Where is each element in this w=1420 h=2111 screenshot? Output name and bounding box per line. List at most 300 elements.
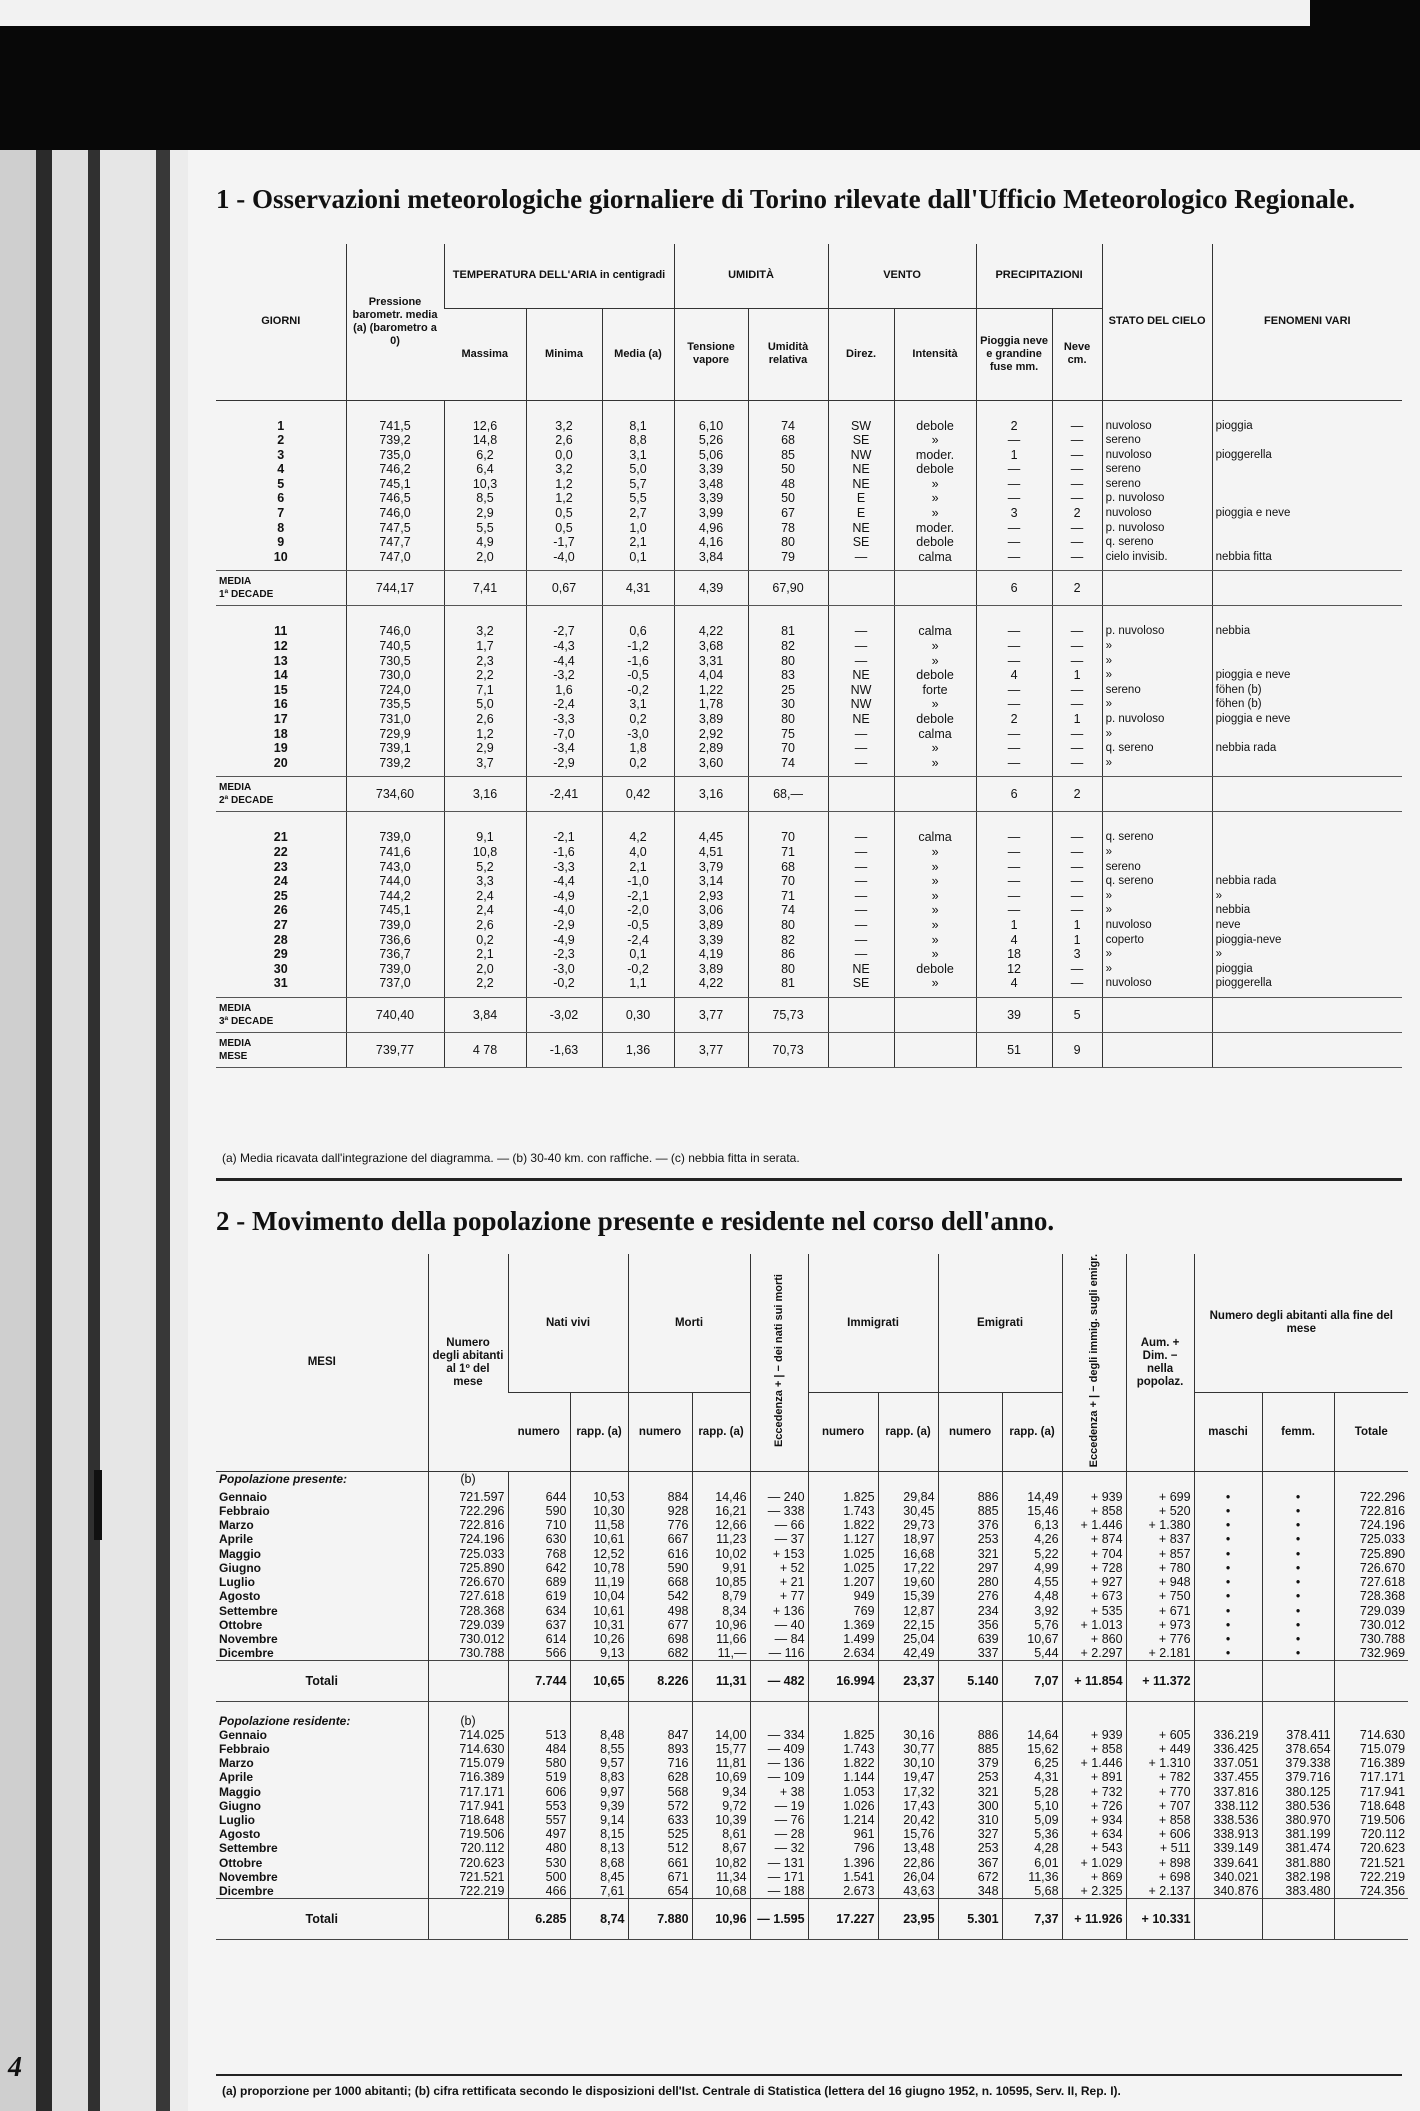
cell: 0,5 <box>555 506 573 521</box>
cell: » <box>931 639 939 654</box>
avg-min: -3,02 <box>526 997 602 1032</box>
avg-pressione: 734,60 <box>346 777 444 812</box>
cell: 1.053 <box>843 1784 875 1799</box>
cell: 79 <box>781 549 795 564</box>
header-morti-numero: numero <box>628 1393 692 1472</box>
cell: 10,53 <box>593 1489 625 1504</box>
cell: 367 <box>977 1855 999 1870</box>
cell: 1.025 <box>843 1560 875 1575</box>
cell: 14,8 <box>472 433 498 448</box>
cell: 8,8 <box>629 433 647 448</box>
cell: 716.389 <box>1359 1756 1406 1771</box>
cell: 71 <box>781 844 795 859</box>
cell: — <box>854 741 868 756</box>
cell: + 934 <box>1090 1813 1123 1828</box>
cell: 716 <box>667 1756 689 1771</box>
weather-table <box>216 244 1402 1068</box>
cell: 0,5 <box>555 520 573 535</box>
avg-max: 4 78 <box>444 1032 526 1067</box>
cell: + 520 <box>1158 1504 1191 1519</box>
header-umidita-relativa: Umidità relativa <box>748 308 828 400</box>
cell: 893 <box>667 1742 689 1757</box>
cell: 3,06 <box>698 903 724 918</box>
cell: — <box>854 830 868 845</box>
cell: 9,39 <box>600 1798 625 1813</box>
header-mesi: MESI <box>216 1254 428 1472</box>
cell: debole <box>916 712 954 726</box>
cell: 9,91 <box>722 1560 747 1575</box>
cell: 18,97 <box>903 1532 935 1547</box>
cell: 739,1 <box>379 741 411 756</box>
header-massima: Massima <box>444 308 526 400</box>
cell: 7,61 <box>600 1884 625 1899</box>
cell: — <box>1007 888 1021 903</box>
cell: 380.125 <box>1285 1784 1331 1799</box>
binding-mark <box>94 1470 102 1540</box>
cell: 716.389 <box>459 1770 505 1785</box>
cell: 82 <box>781 932 795 947</box>
cell: 747,5 <box>379 520 411 535</box>
cell: 480 <box>545 1841 567 1856</box>
avg-pioggia: 6 <box>976 777 1052 812</box>
cell: — <box>1007 844 1021 859</box>
header-immigrati-rapp: rapp. (a) <box>878 1393 938 1472</box>
cell: 6 <box>277 491 285 506</box>
cell: 847 <box>667 1727 689 1742</box>
cell: SW <box>850 418 872 433</box>
cell: 14,64 <box>1027 1727 1059 1742</box>
cell: 24 <box>273 874 288 889</box>
cell: 3,2 <box>555 462 573 477</box>
cell: 614 <box>545 1631 567 1646</box>
cell: 735,5 <box>379 697 411 712</box>
cell: nebbia rada <box>1215 742 1277 755</box>
cell: » <box>931 947 939 962</box>
residente-totali <box>216 1899 1408 1940</box>
cell: 8,15 <box>600 1827 625 1842</box>
cell: 337.455 <box>1213 1770 1259 1785</box>
cell: 85 <box>781 447 795 462</box>
cell: + 858 <box>1090 1742 1123 1757</box>
cell: 654 <box>667 1884 689 1899</box>
cell: 644 <box>545 1489 567 1504</box>
cell: 732.969 <box>1359 1646 1406 1661</box>
cell: -4,4 <box>553 653 575 668</box>
cell: » <box>931 476 939 491</box>
cell: 725.890 <box>1359 1546 1406 1561</box>
cell: -4,9 <box>553 888 575 903</box>
cell: • <box>1295 1646 1301 1661</box>
cell: 4,22 <box>698 624 724 639</box>
cell: 730,0 <box>379 668 411 683</box>
cell: + 38 <box>779 1784 805 1799</box>
cell: — <box>1070 418 1084 433</box>
header-aumento: Aum. + Dim. − nella popolaz. <box>1126 1254 1194 1472</box>
cell: — 37 <box>774 1532 805 1547</box>
cell: 3,2 <box>555 418 573 433</box>
cell: — <box>1007 624 1021 639</box>
cell: + 671 <box>1158 1603 1191 1618</box>
cell: • <box>1295 1504 1301 1519</box>
cell: Luglio <box>219 1575 255 1590</box>
cell: — 188 <box>767 1884 805 1899</box>
cell: • <box>1295 1617 1301 1632</box>
cell: sereno <box>1105 434 1141 447</box>
cell: NW <box>850 447 872 462</box>
cell: — <box>1007 433 1021 448</box>
cell: 1 <box>1073 932 1081 947</box>
header-precipitazioni: PRECIPITAZIONI <box>976 244 1102 308</box>
cell: • <box>1295 1589 1301 1604</box>
cell: 739,0 <box>379 830 411 845</box>
cell: 339.641 <box>1213 1855 1259 1870</box>
cell: 15,76 <box>903 1827 935 1842</box>
cell: p. nuvoloso <box>1105 713 1165 725</box>
cell: -2,4 <box>553 697 575 712</box>
cell: 3 <box>1010 506 1018 521</box>
cell: 744,0 <box>379 874 411 889</box>
cell: 8,83 <box>600 1770 625 1785</box>
cell: • <box>1225 1631 1231 1646</box>
cell: 22,86 <box>903 1855 935 1870</box>
cell: 9,34 <box>722 1784 747 1799</box>
cell: — <box>854 653 868 668</box>
cell: 718.648 <box>1359 1798 1406 1813</box>
cell: — <box>1070 976 1084 991</box>
cell: 3,48 <box>698 476 724 491</box>
cell: • <box>1225 1560 1231 1575</box>
cell: -7,0 <box>553 726 575 741</box>
cell: Marzo <box>219 1756 254 1771</box>
cell: pioggia <box>1215 419 1253 432</box>
cell: pioggia e neve <box>1215 669 1291 682</box>
cell: — 482 <box>767 1674 805 1689</box>
cell: — <box>1007 859 1021 874</box>
cell: 4 <box>277 462 285 477</box>
cell: 497 <box>545 1827 567 1842</box>
cell: 30 <box>273 961 288 976</box>
weather-body <box>216 400 1402 1067</box>
header-femmine: femm. <box>1262 1393 1334 1472</box>
cell: 671 <box>667 1869 689 1884</box>
cell: Novembre <box>219 1631 278 1646</box>
cell: » <box>931 844 939 859</box>
cell: 5.301 <box>967 1912 999 1927</box>
cell: 9,57 <box>600 1756 625 1771</box>
cell: + 776 <box>1158 1631 1191 1646</box>
cell: 2,93 <box>698 888 724 903</box>
cell: nuvoloso <box>1105 507 1152 520</box>
cell: -0,2 <box>627 961 649 976</box>
cell: 739,2 <box>379 433 411 448</box>
cell: + 869 <box>1090 1869 1123 1884</box>
cell: + 605 <box>1158 1727 1191 1742</box>
cell: nebbia <box>1215 904 1251 917</box>
cell: • <box>1295 1575 1301 1590</box>
cell: — <box>1070 447 1084 462</box>
cell: 689 <box>545 1575 567 1590</box>
header-pioggia: Pioggia neve e grandine fuse mm. <box>976 308 1052 400</box>
cell: 1,2 <box>555 491 573 506</box>
cell: 7,07 <box>1034 1674 1059 1689</box>
cell: 11,31 <box>715 1674 747 1689</box>
cell: 720.112 <box>1360 1827 1406 1842</box>
cell: 276 <box>977 1589 999 1604</box>
cell: + 698 <box>1158 1869 1191 1884</box>
cell: 566 <box>545 1646 567 1661</box>
avg-media: 1,36 <box>602 1032 674 1067</box>
cell: 722.219 <box>1359 1869 1406 1884</box>
cell: q. sereno <box>1105 536 1154 549</box>
cell: nebbia rada <box>1215 875 1277 888</box>
header-giorni: GIORNI <box>216 244 346 400</box>
cell: -0,5 <box>627 668 649 683</box>
cell: 590 <box>545 1504 567 1519</box>
cell: 340.021 <box>1213 1869 1259 1884</box>
cell: -1,6 <box>627 653 649 668</box>
cell: 590 <box>667 1560 689 1575</box>
cell: • <box>1295 1489 1301 1504</box>
cell: + 511 <box>1159 1841 1191 1856</box>
cell: calma <box>918 726 952 741</box>
cell: 4,26 <box>1034 1532 1059 1547</box>
cell: 12,66 <box>715 1518 747 1533</box>
cell: 321 <box>977 1546 999 1561</box>
cell: 18 <box>273 726 288 741</box>
cell: 30,45 <box>903 1504 935 1519</box>
cell: 21 <box>273 830 288 845</box>
cell: » <box>931 859 939 874</box>
cell: -2,0 <box>627 903 649 918</box>
cell: 698 <box>667 1631 689 1646</box>
decade-3-rows <box>216 812 1402 998</box>
cell: 17.227 <box>836 1912 875 1927</box>
cell: q. sereno <box>1105 831 1154 844</box>
cell: + 11.926 <box>1074 1912 1123 1927</box>
cell: 327 <box>977 1827 999 1842</box>
cell: -2,1 <box>627 888 649 903</box>
cell: 50 <box>781 462 795 477</box>
cell: 11 <box>274 624 288 639</box>
avg-min: -1,63 <box>526 1032 602 1067</box>
cell: — <box>1070 682 1084 697</box>
cell: 745,1 <box>379 476 411 491</box>
cell: 30,10 <box>903 1756 935 1771</box>
cell: 74 <box>781 755 795 770</box>
cell: + 2.181 <box>1148 1646 1191 1661</box>
cell: 743,0 <box>379 859 411 874</box>
cell: 721.597 <box>459 1489 505 1504</box>
cell: 3,89 <box>698 961 724 976</box>
cell: pioggia <box>1215 962 1253 975</box>
cell: » <box>931 976 939 991</box>
cell: 3,1 <box>629 697 647 712</box>
cell: 14,49 <box>1027 1489 1059 1504</box>
cell: 519 <box>545 1770 567 1785</box>
cell: 568 <box>667 1784 689 1799</box>
cell: 884 <box>667 1489 689 1504</box>
cell: debole <box>916 961 954 976</box>
header-immigrati-numero: numero <box>808 1393 878 1472</box>
cell: 9,97 <box>600 1784 625 1799</box>
cell: 10 <box>273 549 288 564</box>
cell: 4,0 <box>629 844 647 859</box>
cell: 23,95 <box>903 1912 935 1927</box>
note-b-marker: (b) <box>428 1472 508 1490</box>
cell: 10,61 <box>593 1603 625 1618</box>
cell: • <box>1295 1532 1301 1547</box>
cell: -2,3 <box>553 947 575 962</box>
cell: 7.744 <box>535 1674 567 1689</box>
decade-1-rows <box>216 400 1402 571</box>
cell: 3,39 <box>698 491 724 506</box>
cell: — 28 <box>774 1827 805 1842</box>
cell: nebbia <box>1215 625 1251 638</box>
cell: — <box>1070 903 1084 918</box>
cell: nebbia fitta <box>1215 550 1272 563</box>
cell: — <box>1070 535 1084 550</box>
avg-tensione: 3,77 <box>674 1032 748 1067</box>
cell: — 66 <box>774 1518 805 1533</box>
cell: 26 <box>273 903 288 918</box>
cell: — <box>1007 639 1021 654</box>
cell: 2,1 <box>476 947 494 962</box>
cell: 6,01 <box>1034 1855 1059 1870</box>
cell: 745,1 <box>379 903 411 918</box>
cell: — <box>1007 903 1021 918</box>
residente-section-label: Popolazione residente: (b) <box>216 1702 1408 1728</box>
cell: 336.219 <box>1213 1727 1259 1742</box>
cell: 720.623 <box>459 1855 505 1870</box>
cell: — <box>854 947 868 962</box>
cell: 4,96 <box>698 520 724 535</box>
cell: 25 <box>781 682 795 697</box>
cell: 14,46 <box>715 1489 747 1504</box>
cell: 2.673 <box>843 1884 875 1899</box>
cell: + 707 <box>1158 1798 1191 1813</box>
cell: — <box>854 859 868 874</box>
avg-media: 4,31 <box>602 571 674 606</box>
page-edge <box>88 150 100 2111</box>
cell: + 780 <box>1158 1560 1191 1575</box>
cell: 9,13 <box>600 1646 625 1661</box>
cell: 0,2 <box>629 755 647 770</box>
cell: 714.630 <box>1359 1727 1406 1742</box>
cell: • <box>1225 1646 1231 1661</box>
cell: 11,66 <box>716 1631 747 1646</box>
cell: 16,21 <box>715 1504 747 1519</box>
cell: + 726 <box>1090 1798 1123 1813</box>
cell: — <box>1070 549 1084 564</box>
cell: debole <box>916 668 954 683</box>
cell: -4,9 <box>553 932 575 947</box>
table1-footnote: (a) Media ricavata dall'integrazione del diagramma. — (b) 30-40 km. con raffiche. — (c) nebbia fitta in serata. <box>222 1151 800 1165</box>
cell: 10,04 <box>593 1589 625 1604</box>
cell: — 338 <box>767 1504 805 1519</box>
cell: 722.296 <box>1359 1489 1406 1504</box>
cell: 338.536 <box>1213 1813 1259 1828</box>
cell: 22,15 <box>903 1617 935 1632</box>
cell: 720.623 <box>1359 1841 1406 1856</box>
cell: 3,39 <box>698 932 724 947</box>
cell: » <box>931 506 939 521</box>
cell: -0,2 <box>553 976 575 991</box>
cell: cielo invisib. <box>1105 550 1168 563</box>
cell: 3,31 <box>698 653 724 668</box>
header-nati-numero: numero <box>508 1393 570 1472</box>
cell: -4,3 <box>553 639 575 654</box>
cell: 8,67 <box>722 1841 747 1856</box>
cell: NE <box>852 668 870 683</box>
cell: 1,22 <box>698 682 724 697</box>
cell: — <box>1007 697 1021 712</box>
avg-neve: 2 <box>1052 777 1102 812</box>
cell: + 449 <box>1158 1742 1191 1757</box>
cell: 747,7 <box>379 535 411 550</box>
cell: Ottobre <box>219 1855 263 1870</box>
cell: 3,14 <box>698 874 724 889</box>
header-emigrati-numero: numero <box>938 1393 1002 1472</box>
cell: 5,68 <box>1034 1884 1059 1899</box>
cell: 381.199 <box>1285 1827 1331 1842</box>
cell: 744,2 <box>379 888 411 903</box>
cell: — <box>854 639 868 654</box>
cell: 10,02 <box>715 1546 747 1561</box>
cell: — 109 <box>767 1770 805 1785</box>
cell: + 21 <box>779 1575 805 1590</box>
cell: -4,4 <box>553 874 575 889</box>
cell: 5,09 <box>1034 1813 1059 1828</box>
cell: moder. <box>915 447 955 462</box>
cell: 80 <box>781 917 795 932</box>
avg-label: MEDIA 1ª DECADE <box>216 571 346 606</box>
header-intensita: Intensità <box>894 308 976 400</box>
cell: 776 <box>667 1518 689 1533</box>
header-temperatura: TEMPERATURA DELL'ARIA in centigradi <box>444 244 674 308</box>
cell: 746,2 <box>379 462 411 477</box>
cell: 3,39 <box>698 462 724 477</box>
cell: » <box>1105 640 1112 653</box>
cell: — <box>1070 491 1084 506</box>
cell: 714.630 <box>459 1742 505 1757</box>
cell: — <box>1007 830 1021 845</box>
cell: + 704 <box>1090 1546 1123 1561</box>
cell: — <box>1070 844 1084 859</box>
header-eccedenza-immig: Eccedenza + | − degli immig. sugli emigr. <box>1062 1254 1126 1472</box>
header-stato-cielo: STATO DEL CIELO <box>1102 244 1212 400</box>
cell: -1,0 <box>627 874 649 889</box>
cell: 19 <box>273 741 288 756</box>
cell: pioggia e neve <box>1215 507 1291 520</box>
cell: 498 <box>667 1603 689 1618</box>
cell: 379 <box>977 1756 999 1771</box>
cell: pioggia e neve <box>1215 713 1291 725</box>
cell: q. sereno <box>1105 742 1154 755</box>
cell: 11,81 <box>716 1756 747 1771</box>
cell: 1,7 <box>476 639 494 654</box>
header-fine-mese: Numero degli abitanti alla fine del mese <box>1194 1254 1408 1393</box>
media-decade-2 <box>216 777 1402 812</box>
cell: 3,79 <box>698 859 724 874</box>
cell: NW <box>850 682 872 697</box>
cell: 12,87 <box>903 1603 935 1618</box>
cell: 81 <box>781 624 795 639</box>
cell: — 40 <box>774 1617 805 1632</box>
cell: — <box>1070 476 1084 491</box>
cell: 722.816 <box>459 1518 505 1533</box>
cell: 726.670 <box>1359 1560 1406 1575</box>
cell: Aprile <box>219 1770 254 1785</box>
